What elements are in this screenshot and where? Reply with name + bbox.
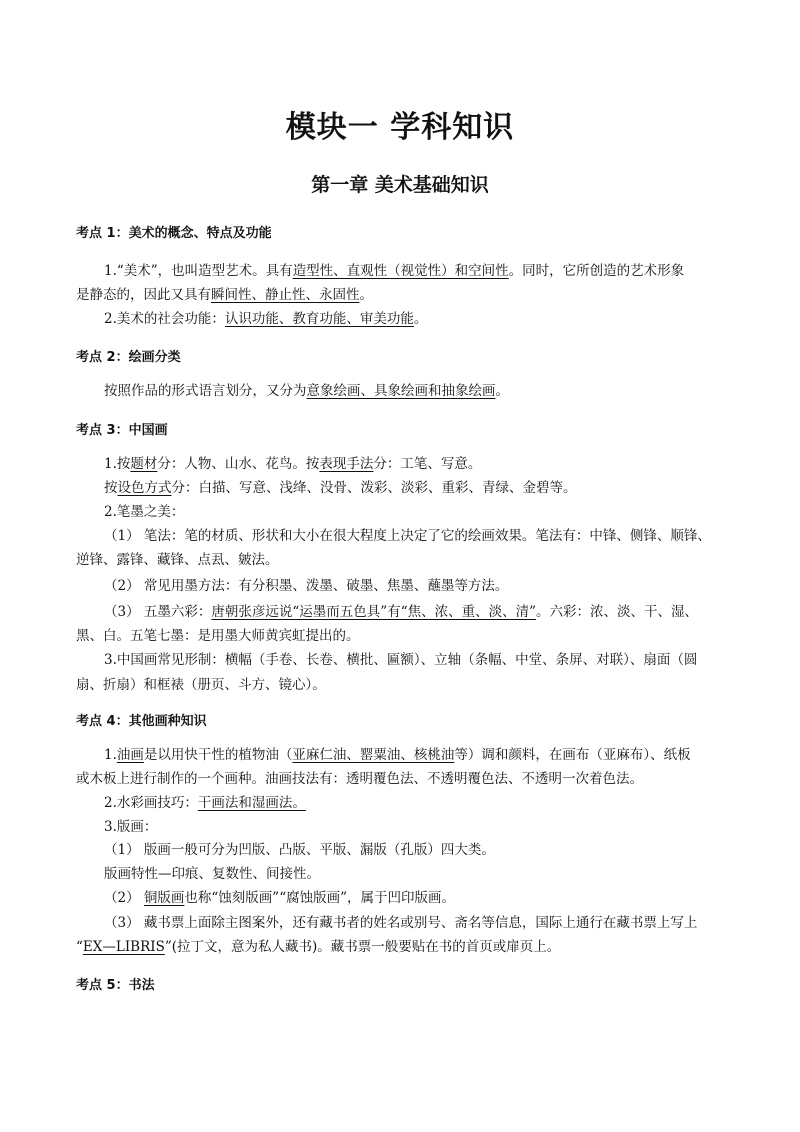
underlined-text: 瞬间性、静止性、永固性 bbox=[211, 287, 360, 303]
paragraph-line bbox=[76, 676, 326, 694]
text-segment: 黑、白。五笔七墨：是用墨大师黄宾虹提出的。 bbox=[76, 628, 360, 644]
underlined-text: EX—LIBRIS bbox=[82, 939, 165, 955]
underlined-text: 油画 bbox=[116, 747, 144, 763]
paragraph-line bbox=[76, 938, 560, 956]
text-segment: 分：工笔、写意。 bbox=[373, 456, 482, 472]
text-segment: 。六彩：浓、淡、干、湿、 bbox=[536, 604, 698, 620]
paragraph-line bbox=[104, 841, 495, 859]
module-title: 模块一 学科知识 bbox=[285, 110, 515, 145]
text-segment: 1. bbox=[104, 747, 117, 763]
paragraph-line bbox=[104, 818, 157, 836]
section-heading: 考点 3：中国画 bbox=[76, 423, 168, 438]
underlined-text: 意象绘画、具象绘画和抽象绘画 bbox=[306, 383, 496, 399]
text-segment: 版画特性—印痕、复数性、间接性。 bbox=[104, 866, 320, 882]
paragraph-line bbox=[104, 794, 306, 812]
text-segment: （1） 笔法：笔的材质、形状和大小在很大程度上决定了它的绘画效果。笔法有：中锋、侧锋、顺锋、 bbox=[104, 528, 711, 544]
text-segment: 是静态的，因此又具有 bbox=[76, 287, 211, 303]
underlined-text: 认识功能、教育功能、审美功能 bbox=[224, 311, 414, 327]
text-segment: 。 bbox=[495, 383, 509, 399]
paragraph-line bbox=[104, 914, 697, 932]
underlined-text: 表现手法 bbox=[319, 456, 374, 472]
text-segment: 或木板上进行制作的一个画种。油画技法有：透明覆色法、不透明覆色法、不透明一次着色法。 bbox=[76, 771, 643, 787]
section-heading: 考点 4：其他画种知识 bbox=[76, 714, 207, 729]
text-segment: 也称“蚀刻版画”“腐蚀版画”，属于凹印版画。 bbox=[184, 890, 455, 906]
paragraph-line bbox=[104, 310, 427, 328]
text-segment: 2.美术的社会功能： bbox=[104, 311, 225, 327]
text-segment: （2） 常见用墨方法：有分积墨、泼墨、破墨、焦墨、蘸墨等方法。 bbox=[104, 578, 509, 594]
paragraph-line bbox=[104, 382, 509, 400]
chapter-title: 第一章 美术基础知识 bbox=[311, 174, 489, 196]
underlined-text: 唐朝张彦远说“运墨而五色具”有“焦、浓、重、淡、清” bbox=[211, 604, 536, 620]
text-segment: 。 bbox=[413, 311, 428, 327]
text-segment: 分：人物、山水、花鸟。按 bbox=[157, 456, 320, 472]
text-segment: 1.“美术”，也叫造型艺术。具有 bbox=[104, 263, 293, 279]
paragraph-line bbox=[76, 627, 360, 645]
text-segment: 2.水彩画技巧： bbox=[104, 795, 198, 811]
text-segment: ”(拉丁文，意为私人藏书)。藏书票一般要贴在书的首页或扉页上。 bbox=[164, 939, 561, 955]
text-segment: 是以用快干性的植物油（ bbox=[143, 747, 293, 763]
text-segment: 按 bbox=[104, 480, 118, 496]
paragraph-line bbox=[76, 286, 373, 304]
underlined-text: 设色方式 bbox=[117, 480, 172, 496]
paragraph-line bbox=[104, 479, 577, 497]
text-segment: 按照作品的形式语言划分，又分为 bbox=[104, 383, 307, 399]
paragraph-line bbox=[104, 603, 698, 621]
underlined-text: 造型性、直观性（视觉性）和空间性 bbox=[292, 263, 509, 279]
underlined-text: 干画法和湿画法。 bbox=[197, 795, 306, 811]
text-segment: 2.笔墨之美： bbox=[104, 504, 185, 520]
text-segment: （3） 五墨六彩： bbox=[104, 604, 212, 620]
paragraph-line bbox=[104, 889, 455, 907]
paragraph-line bbox=[104, 503, 184, 521]
paragraph-line bbox=[76, 770, 643, 788]
paragraph-line bbox=[104, 865, 320, 883]
text-segment: “ bbox=[76, 939, 83, 955]
text-segment: 1.按 bbox=[104, 456, 131, 472]
underlined-text: 亚麻仁油、罂粟油、核桃油 bbox=[292, 747, 455, 763]
text-segment: 。 bbox=[359, 287, 373, 303]
text-segment: （1） 版画一般可分为凹版、凸版、平版、漏版（孔版）四大类。 bbox=[104, 842, 495, 858]
text-segment: 逆锋、露锋、藏锋、点厾、皴法。 bbox=[76, 552, 279, 568]
paragraph-line bbox=[104, 577, 508, 595]
section-heading: 考点 5：书法 bbox=[76, 978, 155, 993]
paragraph-line bbox=[104, 455, 481, 473]
paragraph-line bbox=[104, 527, 711, 545]
text-segment: 扇、折扇）和框裱（册页、斗方、镜心）。 bbox=[76, 677, 326, 693]
paragraph-line bbox=[104, 746, 691, 764]
paragraph-line bbox=[104, 651, 697, 669]
section-heading: 考点 2：绘画分类 bbox=[76, 350, 181, 365]
text-segment: （2） bbox=[104, 890, 144, 906]
text-segment: 分：白描、写意、浅绛、没骨、泼彩、淡彩、重彩、青绿、金碧等。 bbox=[171, 480, 577, 496]
paragraph-line bbox=[76, 551, 279, 569]
text-segment: 等）调和颜料，在画布（亚麻布）、纸板 bbox=[454, 747, 691, 763]
text-segment: 。同时，它所创造的艺术形象 bbox=[508, 263, 685, 279]
paragraph-line bbox=[104, 262, 684, 280]
text-segment: （3） 藏书票上面除主图案外，还有藏书者的姓名或别号、斋名等信息，国际上通行在藏书票上写上 bbox=[104, 915, 698, 931]
text-segment: 3.中国画常见形制：横幅（手卷、长卷、横批、匾额）、立轴（条幅、中堂、条屏、对联）、扇面（圆 bbox=[104, 652, 698, 668]
section-heading: 考点 1：美术的概念、特点及功能 bbox=[76, 226, 272, 241]
text-segment: 3.版画： bbox=[104, 819, 158, 835]
underlined-text: 题材 bbox=[130, 456, 158, 472]
underlined-text: 铜版画 bbox=[143, 890, 185, 906]
